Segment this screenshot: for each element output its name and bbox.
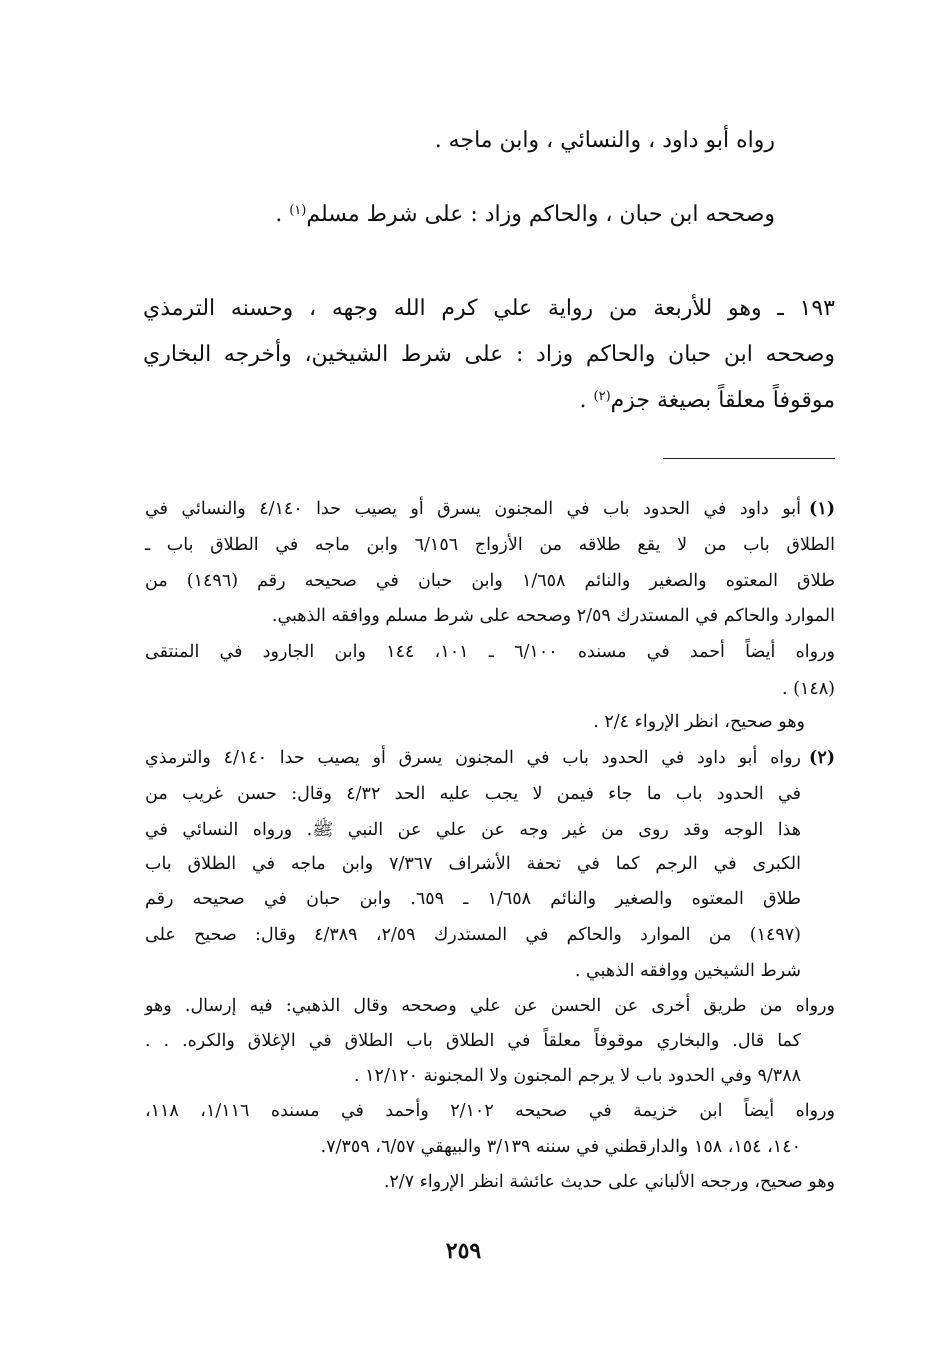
footnote-1-line: أبو داود في الحدود باب في المجنون يسرق أو يصيب حدا ٤/١٤٠ والنسائي في [145, 499, 801, 519]
footnote-2-line: رواه أبو داود في الحدود باب في المجنون يسرق أو يصيب حدا ٤/١٤٠ والترمذي [145, 748, 801, 768]
footnote-separator [663, 458, 835, 459]
footnote-2-line: هذا الوجه وقد روى من غير وجه عن علي عن النبي ﷺ. ورواه النسائي في [145, 820, 801, 840]
footnote-2-line: (١٤٩٧) من الموارد والحاكم في المستدرك ٢/٥٩، ٤/٣٨٩ وقال: صحيح على [145, 925, 801, 945]
main-line-2-text: وصححه ابن حبان ، والحاكم وزاد : على شرط مسلم [306, 202, 775, 227]
footnote-1-line: (١٤٨) . [782, 679, 835, 699]
footnote-1-line: طلاق المعتوه والصغير والنائم ١/٦٥٨ وابن حبان في صحيحه رقم (١٤٩٦) من [145, 571, 835, 591]
footnote-2-line: في الحدود باب ما جاء فيمن لا يجب عليه الحد ٤/٣٢ وقال: حسن غريب من [145, 784, 801, 804]
footnote-2-line: ورواه أيضاً ابن خزيمة في صحيحه ٢/١٠٢ وأحمد في مسنده ١/١١٦، ١١٨، [145, 1101, 835, 1121]
hadith-line-1: ١٩٣ ـ وهو للأربعة من رواية علي كرم الله وجهه ، وحسنه الترمذي [143, 296, 835, 321]
footnote-1-line: ورواه أيضاً أحمد في مسنده ٦/١٠٠ ـ ١٠١، ١٤٤ وابن الجارود في المنتقى [145, 642, 835, 662]
footnote-ref-1: (١) [289, 203, 307, 218]
footnote-2-line: كما قال. والبخاري موقوفاً معلقاً في الطلاق باب الطلاق في الإغلاق والكره. . . [145, 1031, 801, 1051]
hadith-line-3-end: . [579, 388, 594, 413]
footnote-2-line: الكبرى في الرجم كما في تحفة الأشراف ٧/٣٦٧ وابن ماجه في الطلاق باب [145, 854, 801, 874]
footnote-1-line: وهو صحيح، انظر الإرواء ٢/٤ . [593, 712, 805, 732]
main-line-2 [275, 202, 775, 227]
footnote-2-marker: (٢) [809, 748, 835, 768]
main-line-2-end: . [275, 202, 290, 227]
footnote-2-line: ٩/٣٨٨ وفي الحدود باب لا يرجم المجنون ولا المجنونة ١٢/١٢٠ . [354, 1066, 801, 1086]
footnote-1-marker: (١) [809, 499, 835, 519]
footnote-2-line: شرط الشيخين ووافقه الذهبي . [574, 961, 801, 981]
footnote-2-line: وهو صحيح، ورجحه الألباني على حديث عائشة انظر الإرواء ٢/٧. [383, 1172, 835, 1192]
hadith-line-3 [580, 388, 836, 413]
footnote-2-line: طلاق المعتوه والصغير والنائم ١/٦٥٨ ـ ٦٥٩. وابن حبان في صحيحه رقم [145, 889, 801, 909]
footnote-1-line: الطلاق باب من لا يقع طلاقه من الأزواج ٦/١٥٦ وابن ماجه في الطلاق باب ـ [145, 535, 835, 555]
hadith-line-2: وصححه ابن حبان والحاكم وزاد : على شرط الشيخين، وأخرجه البخاري [143, 342, 835, 367]
footnote-2-line: ورواه من طريق أخرى عن الحسن عن علي وصححه وقال الذهبي: فيه إرسال. وهو [145, 996, 835, 1016]
page-number: ٢٥٩ [445, 1238, 482, 1264]
hadith-line-3-text: موقوفاً معلقاً بصيغة جزم [610, 388, 835, 413]
footnote-ref-2: (٢) [593, 389, 611, 404]
footnote-1-line: الموارد والحاكم في المستدرك ٢/٥٩ وصححه على شرط مسلم ووافقه الذهبي. [271, 606, 835, 626]
main-line-1: رواه أبو داود ، والنسائي ، وابن ماجه . [434, 128, 775, 153]
footnote-2-line: ١٤٠، ١٥٤، ١٥٨ والدارقطني في سننه ٣/١٣٩ والبيهقي ٦/٥٧، ٧/٣٥٩. [320, 1137, 801, 1157]
